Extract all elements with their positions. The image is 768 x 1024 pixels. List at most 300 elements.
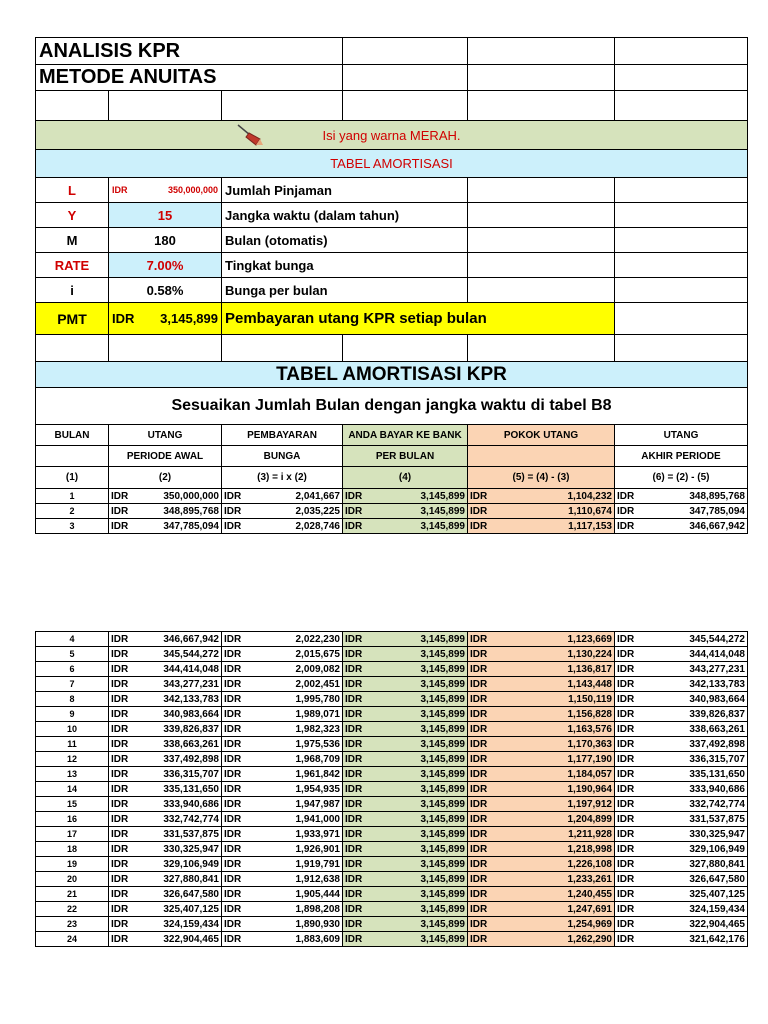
amount-cell[interactable] — [222, 662, 343, 677]
column-formula: (3) = i x (2) — [222, 467, 343, 489]
amount-cell[interactable] — [222, 489, 343, 504]
amount-cell[interactable] — [343, 519, 468, 534]
amount-cell[interactable] — [343, 504, 468, 519]
amount-value: 337,492,898 — [689, 738, 745, 750]
cell[interactable] — [222, 91, 343, 121]
amount-cell[interactable] — [109, 872, 222, 887]
amount-cell[interactable] — [222, 692, 343, 707]
amount-cell[interactable] — [343, 812, 468, 827]
cell[interactable] — [468, 178, 615, 203]
amount-cell[interactable] — [222, 842, 343, 857]
amount-value: 340,983,664 — [689, 693, 745, 705]
amount-value: 1,919,791 — [295, 858, 340, 870]
currency-label: IDR — [224, 858, 242, 870]
amount-cell[interactable] — [109, 887, 222, 902]
currency-label: IDR — [345, 505, 363, 517]
amount-cell[interactable] — [343, 767, 468, 782]
amount-cell[interactable] — [343, 647, 468, 662]
amount-cell[interactable] — [222, 737, 343, 752]
month-cell: 22 — [36, 902, 109, 917]
cell[interactable] — [615, 178, 748, 203]
param-value[interactable]: 7.00% — [109, 253, 222, 278]
cell[interactable] — [615, 278, 748, 303]
amount-value: 1,143,448 — [567, 678, 612, 690]
amount-cell[interactable] — [615, 647, 748, 662]
amount-cell[interactable] — [109, 797, 222, 812]
cell[interactable] — [468, 253, 615, 278]
amount-value: 3,145,899 — [420, 918, 465, 930]
amount-cell[interactable] — [222, 917, 343, 932]
cell[interactable] — [615, 335, 748, 362]
amount-cell[interactable] — [109, 707, 222, 722]
amount-cell[interactable] — [468, 722, 615, 737]
currency-label: IDR — [470, 678, 488, 690]
currency-label: IDR — [617, 888, 635, 900]
amount-cell[interactable] — [468, 857, 615, 872]
cell[interactable] — [468, 228, 615, 253]
cell[interactable] — [343, 253, 468, 278]
amort-title: TABEL AMORTISASI KPR — [36, 362, 748, 388]
amount-cell[interactable] — [615, 737, 748, 752]
amount-value: 1,954,935 — [295, 783, 340, 795]
amount-value: 347,785,094 — [689, 505, 745, 517]
amount-cell[interactable] — [343, 782, 468, 797]
amount-value: 2,022,230 — [295, 633, 340, 645]
amount-cell[interactable] — [468, 752, 615, 767]
amount-cell[interactable] — [615, 722, 748, 737]
amount-cell[interactable] — [109, 647, 222, 662]
currency-label: IDR — [224, 933, 242, 945]
amount-value: 329,106,949 — [689, 843, 745, 855]
column-header: UTANG — [615, 425, 748, 446]
amount-cell[interactable] — [109, 902, 222, 917]
month-cell: 6 — [36, 662, 109, 677]
amount-cell[interactable] — [222, 797, 343, 812]
amount-value: 326,647,580 — [689, 873, 745, 885]
amount-cell[interactable] — [615, 932, 748, 947]
amount-cell[interactable] — [468, 842, 615, 857]
kpr-sheet-continued — [35, 631, 748, 947]
instruction-note — [36, 121, 748, 150]
amount-cell[interactable] — [222, 752, 343, 767]
amount-value: 3,145,899 — [420, 768, 465, 780]
amount-cell[interactable] — [615, 782, 748, 797]
cell[interactable] — [343, 91, 468, 121]
currency-label: IDR — [224, 783, 242, 795]
currency-label: IDR — [470, 648, 488, 660]
param-row-m — [36, 228, 748, 253]
currency-label: IDR — [111, 798, 129, 810]
currency-label: IDR — [111, 888, 129, 900]
currency-label: IDR — [111, 693, 129, 705]
amount-cell[interactable] — [222, 812, 343, 827]
amount-cell[interactable] — [615, 677, 748, 692]
amount-cell[interactable] — [615, 902, 748, 917]
amount-cell[interactable] — [615, 692, 748, 707]
amount-value: 343,277,231 — [689, 663, 745, 675]
amount-cell[interactable] — [468, 504, 615, 519]
currency-label: IDR — [345, 828, 363, 840]
currency-label: IDR — [224, 520, 242, 532]
amount-cell[interactable] — [343, 857, 468, 872]
currency-label: IDR — [470, 918, 488, 930]
amount-value: 322,904,465 — [689, 918, 745, 930]
column-subheader: AKHIR PERIODE — [615, 446, 748, 467]
cell[interactable] — [468, 278, 615, 303]
amount-value: 336,315,707 — [163, 768, 219, 780]
month-cell: 14 — [36, 782, 109, 797]
param-symbol: L — [36, 178, 109, 203]
column-subheader-row — [36, 446, 748, 467]
amount-cell[interactable] — [343, 797, 468, 812]
amount-cell[interactable] — [468, 932, 615, 947]
cell[interactable] — [615, 228, 748, 253]
month-cell: 4 — [36, 632, 109, 647]
column-formula: (6) = (2) - (5) — [615, 467, 748, 489]
param-value[interactable]: 180 — [109, 228, 222, 253]
amount-cell[interactable] — [468, 887, 615, 902]
currency-label: IDR — [470, 520, 488, 532]
amount-cell[interactable] — [615, 917, 748, 932]
currency-label: IDR — [111, 813, 129, 825]
currency-label: IDR — [345, 888, 363, 900]
currency-label: IDR — [617, 873, 635, 885]
amount-cell[interactable] — [615, 842, 748, 857]
amount-value: 325,407,125 — [689, 888, 745, 900]
month-cell: 10 — [36, 722, 109, 737]
amount-value: 1,130,224 — [567, 648, 612, 660]
amount-cell[interactable] — [343, 722, 468, 737]
currency-label: IDR — [470, 693, 488, 705]
param-value[interactable]: 15 — [109, 203, 222, 228]
amount-value: 325,407,125 — [163, 903, 219, 915]
amount-cell[interactable] — [468, 647, 615, 662]
currency-label: IDR — [111, 903, 129, 915]
param-value[interactable] — [109, 303, 222, 335]
currency-label: IDR — [470, 798, 488, 810]
amount-cell[interactable] — [615, 887, 748, 902]
amount-cell[interactable] — [343, 917, 468, 932]
currency-label: IDR — [617, 783, 635, 795]
amount-cell[interactable] — [222, 707, 343, 722]
amount-cell[interactable] — [615, 489, 748, 504]
amount-cell[interactable] — [222, 504, 343, 519]
currency-label: IDR — [111, 828, 129, 840]
amount-value: 1,211,928 — [568, 828, 612, 840]
amount-cell[interactable] — [343, 632, 468, 647]
cell[interactable] — [36, 335, 109, 362]
amount-value: 3,145,899 — [420, 858, 465, 870]
amount-cell[interactable] — [109, 932, 222, 947]
amount-cell[interactable] — [222, 519, 343, 534]
month-cell: 2 — [36, 504, 109, 519]
amount-value: 339,826,837 — [689, 708, 745, 720]
cell[interactable] — [468, 203, 615, 228]
amount-cell[interactable] — [343, 887, 468, 902]
amount-value: 3,145,899 — [420, 723, 465, 735]
month-cell: 13 — [36, 767, 109, 782]
amount-cell[interactable] — [343, 692, 468, 707]
cell[interactable] — [343, 278, 468, 303]
currency-label: IDR — [111, 678, 129, 690]
amount-value: 1,226,108 — [567, 858, 612, 870]
month-cell: 5 — [36, 647, 109, 662]
amount-value: 1,254,969 — [567, 918, 612, 930]
cell[interactable] — [343, 38, 468, 65]
param-value[interactable] — [109, 178, 222, 203]
amount-cell[interactable] — [222, 632, 343, 647]
amount-cell[interactable] — [468, 797, 615, 812]
amount-cell[interactable] — [615, 767, 748, 782]
amount-value: 335,131,650 — [689, 768, 745, 780]
amount-cell[interactable] — [468, 917, 615, 932]
amount-cell[interactable] — [615, 752, 748, 767]
amount-value: 1,989,071 — [295, 708, 340, 720]
cell[interactable] — [615, 303, 748, 335]
amount-value: 1,150,119 — [568, 693, 612, 705]
currency-label: IDR — [345, 693, 363, 705]
amount-cell[interactable] — [468, 632, 615, 647]
amount-cell[interactable] — [343, 707, 468, 722]
amount-cell[interactable] — [222, 857, 343, 872]
amount-value: 337,492,898 — [163, 753, 219, 765]
amount-value: 1,190,964 — [567, 783, 612, 795]
currency-label: IDR — [617, 678, 635, 690]
month-cell: 9 — [36, 707, 109, 722]
currency-label: IDR — [345, 663, 363, 675]
currency-label: IDR — [345, 873, 363, 885]
cell[interactable] — [343, 335, 468, 362]
amount-cell[interactable] — [468, 827, 615, 842]
title-line-1: ANALISIS KPR — [36, 38, 343, 65]
amount-value: 1,123,669 — [567, 633, 612, 645]
cell[interactable] — [468, 335, 615, 362]
cell[interactable] — [109, 335, 222, 362]
param-description: Bulan (otomatis) — [222, 228, 343, 253]
cell[interactable] — [468, 65, 615, 91]
currency-label: IDR — [617, 648, 635, 660]
amount-cell[interactable] — [109, 827, 222, 842]
amount-value: 1,184,057 — [567, 768, 612, 780]
amount-value: 2,015,675 — [295, 648, 340, 660]
amount-cell[interactable] — [468, 737, 615, 752]
currency-label: IDR — [617, 693, 635, 705]
amount-cell[interactable] — [343, 827, 468, 842]
currency-label: IDR — [345, 753, 363, 765]
currency-label: IDR — [224, 813, 242, 825]
amount-cell[interactable] — [343, 677, 468, 692]
amount-cell[interactable] — [109, 722, 222, 737]
table-row — [36, 827, 748, 842]
amount-value: 345,544,272 — [163, 648, 219, 660]
table-row — [36, 632, 748, 647]
amount-cell[interactable] — [343, 842, 468, 857]
table-row — [36, 519, 748, 534]
amount-cell[interactable] — [615, 504, 748, 519]
cell[interactable] — [343, 65, 468, 91]
currency-label: IDR — [224, 843, 242, 855]
amount-value: 343,277,231 — [163, 678, 219, 690]
amount-cell[interactable] — [343, 737, 468, 752]
amount-value: 3,145,899 — [420, 888, 465, 900]
amount-value: 338,663,261 — [689, 723, 745, 735]
amount-cell[interactable] — [109, 737, 222, 752]
param-description: Pembayaran utang KPR setiap bulan — [222, 303, 615, 335]
table-row — [36, 842, 748, 857]
amount-cell[interactable] — [343, 872, 468, 887]
amount-value: 3,145,899 — [420, 693, 465, 705]
cell[interactable] — [222, 335, 343, 362]
param-row-i — [36, 278, 748, 303]
cell[interactable] — [615, 203, 748, 228]
amount-cell[interactable] — [109, 857, 222, 872]
column-formula: (1) — [36, 467, 109, 489]
amount-cell[interactable] — [468, 902, 615, 917]
amount-cell[interactable] — [109, 662, 222, 677]
amount-cell[interactable] — [468, 662, 615, 677]
amount-cell[interactable] — [109, 519, 222, 534]
amount-cell[interactable] — [468, 812, 615, 827]
amount-cell[interactable] — [222, 872, 343, 887]
amount-value: 332,742,774 — [163, 813, 219, 825]
amount-cell[interactable] — [615, 707, 748, 722]
amount-value: 3,145,899 — [420, 828, 465, 840]
amount-cell[interactable] — [615, 519, 748, 534]
month-cell: 23 — [36, 917, 109, 932]
amount-value: 331,537,875 — [689, 813, 745, 825]
amount-cell[interactable] — [615, 797, 748, 812]
currency-label: IDR — [617, 663, 635, 675]
amount-cell[interactable] — [615, 872, 748, 887]
amount-value: 3,145,899 — [420, 753, 465, 765]
amount-cell[interactable] — [468, 872, 615, 887]
amount-value: 347,785,094 — [163, 520, 219, 532]
amount-cell[interactable] — [109, 677, 222, 692]
amount-value: 3,145,899 — [420, 663, 465, 675]
currency-label: IDR — [111, 753, 129, 765]
currency-label: IDR — [470, 723, 488, 735]
amount-cell[interactable] — [468, 489, 615, 504]
amount-cell[interactable] — [109, 752, 222, 767]
cell[interactable] — [343, 178, 468, 203]
amount-cell[interactable] — [109, 782, 222, 797]
amount-cell[interactable] — [343, 932, 468, 947]
amount-value: 1,898,208 — [295, 903, 340, 915]
amount-cell[interactable] — [615, 662, 748, 677]
amount-value: 348,895,768 — [689, 490, 745, 502]
cell[interactable] — [615, 91, 748, 121]
amount-cell[interactable] — [615, 632, 748, 647]
amount-cell[interactable] — [109, 917, 222, 932]
table-subtitle: TABEL AMORTISASI — [36, 150, 748, 178]
currency-label: IDR — [345, 648, 363, 660]
amount-cell[interactable] — [222, 932, 343, 947]
table-row — [36, 932, 748, 947]
amount-cell[interactable] — [615, 812, 748, 827]
amount-cell[interactable] — [109, 842, 222, 857]
amount-cell[interactable] — [468, 767, 615, 782]
amount-cell[interactable] — [468, 692, 615, 707]
currency-label: IDR — [111, 858, 129, 870]
amount-value: 1,982,323 — [295, 723, 340, 735]
cell[interactable] — [615, 65, 748, 91]
amount-cell[interactable] — [343, 752, 468, 767]
amount-cell[interactable] — [615, 827, 748, 842]
table-row — [36, 707, 748, 722]
amount-value: 332,742,774 — [689, 798, 745, 810]
amount-value: 1,995,780 — [295, 693, 340, 705]
amount-cell[interactable] — [109, 767, 222, 782]
amount-cell[interactable] — [109, 812, 222, 827]
amount-cell[interactable] — [615, 857, 748, 872]
param-amount: 3,145,899 — [160, 311, 218, 326]
amount-cell[interactable] — [468, 782, 615, 797]
amount-cell[interactable] — [109, 692, 222, 707]
amount-cell[interactable] — [222, 677, 343, 692]
amount-value: 324,159,434 — [163, 918, 219, 930]
amount-value: 2,002,451 — [295, 678, 340, 690]
amount-value: 330,325,947 — [689, 828, 745, 840]
currency-label: IDR — [112, 185, 128, 195]
cell[interactable] — [109, 91, 222, 121]
amount-cell[interactable] — [343, 489, 468, 504]
cell[interactable] — [468, 38, 615, 65]
pencil-icon — [236, 123, 266, 149]
amount-value: 1,110,674 — [568, 505, 612, 517]
cell[interactable] — [615, 253, 748, 278]
amount-cell[interactable] — [468, 519, 615, 534]
amount-cell[interactable] — [222, 722, 343, 737]
cell[interactable] — [343, 228, 468, 253]
amount-cell[interactable] — [468, 707, 615, 722]
amount-cell[interactable] — [109, 489, 222, 504]
amount-cell[interactable] — [343, 902, 468, 917]
amount-cell[interactable] — [109, 632, 222, 647]
amount-cell[interactable] — [343, 662, 468, 677]
amount-cell[interactable] — [222, 827, 343, 842]
currency-label: IDR — [111, 723, 129, 735]
param-value[interactable]: 0.58% — [109, 278, 222, 303]
currency-label: IDR — [345, 858, 363, 870]
amount-cell[interactable] — [222, 782, 343, 797]
amount-cell[interactable] — [468, 677, 615, 692]
param-symbol: PMT — [36, 303, 109, 335]
currency-label: IDR — [617, 520, 635, 532]
month-cell: 7 — [36, 677, 109, 692]
amount-cell[interactable] — [222, 647, 343, 662]
column-subheader: PERIODE AWAL — [109, 446, 222, 467]
cell[interactable] — [36, 91, 109, 121]
amount-value: 342,133,783 — [689, 678, 745, 690]
amount-cell[interactable] — [222, 767, 343, 782]
currency-label: IDR — [345, 783, 363, 795]
amount-cell[interactable] — [222, 887, 343, 902]
column-header: UTANG — [109, 425, 222, 446]
currency-label: IDR — [345, 723, 363, 735]
cell[interactable] — [468, 91, 615, 121]
amount-cell[interactable] — [109, 504, 222, 519]
table-row — [36, 692, 748, 707]
amount-value: 2,035,225 — [295, 505, 340, 517]
amount-cell[interactable] — [222, 902, 343, 917]
currency-label: IDR — [470, 505, 488, 517]
cell[interactable] — [615, 38, 748, 65]
amount-value: 346,667,942 — [689, 520, 745, 532]
table-row — [36, 767, 748, 782]
currency-label: IDR — [470, 633, 488, 645]
currency-label: IDR — [345, 768, 363, 780]
column-formula: (2) — [109, 467, 222, 489]
